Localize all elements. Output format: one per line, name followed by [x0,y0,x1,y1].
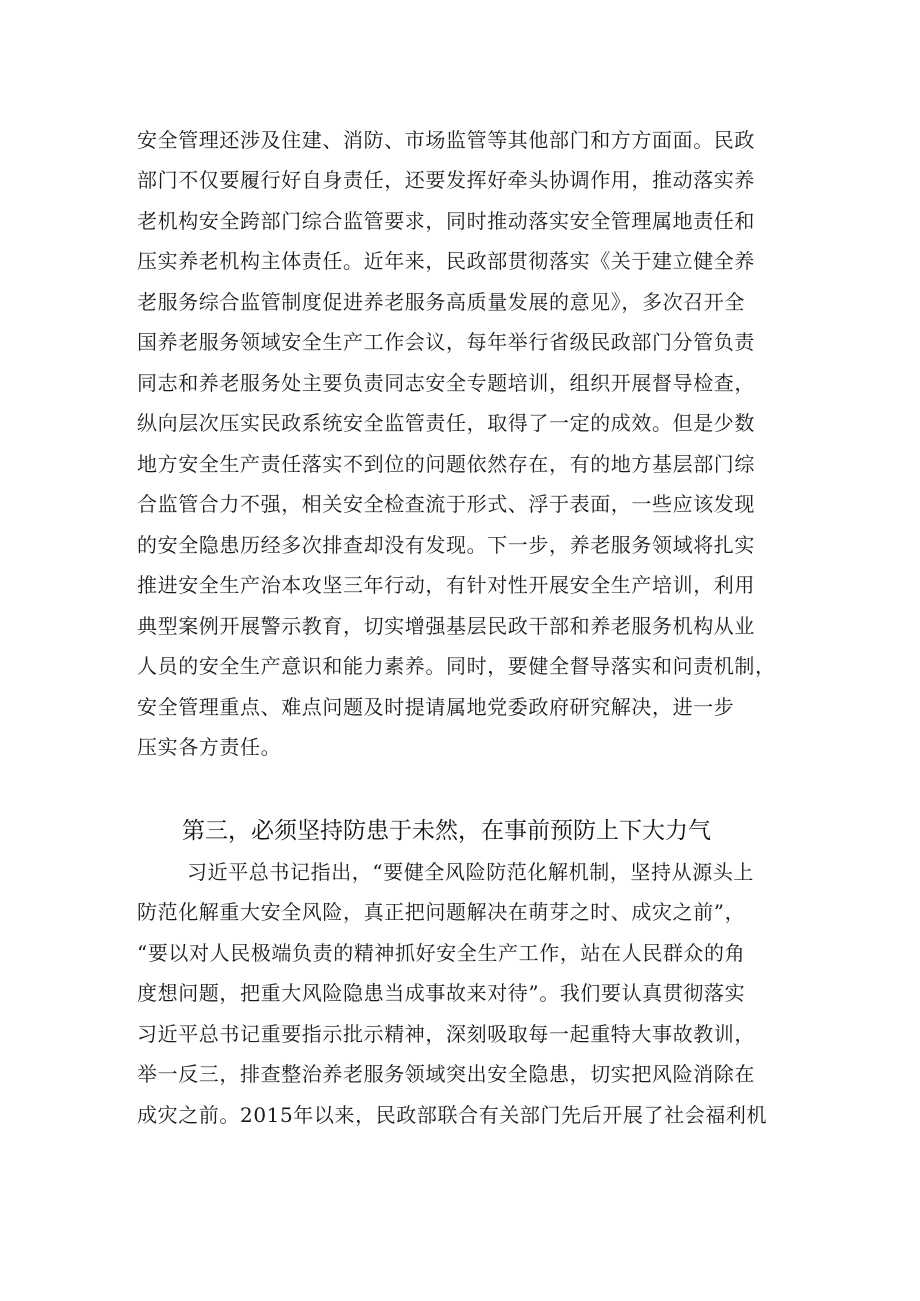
text-line: 同志和养老服务处主要负责同志安全专题培训，组织开展督导检查， [137,371,755,395]
text-line: 纵向层次压实民政系统安全监管责任，取得了一定的成效。但是少数 [137,411,755,435]
text-line: 防范化解重大安全风险，真正把问题解决在萌芽之时、成灾之前”， [137,900,746,924]
text-line: 地方安全生产责任落实不到位的问题依然存在，有的地方基层部门综 [137,452,755,476]
text-line: “要以对人民极端负责的精神抓好安全生产工作，站在人民群众的角 [137,941,746,965]
text-line: 老机构安全跨部门综合监管要求，同时推动落实安全管理属地责任和 [137,209,755,233]
text-line: 度想问题，把重大风险隐患当成事故来对待”。我们要认真贯彻落实 [137,981,746,1005]
text-line: 压实各方责任。 [137,735,282,759]
section-heading: 第三，必须坚持防患于未然，在事前预防上下大力气 [182,818,711,844]
text-line: 国养老服务领域安全生产工作会议，每年举行省级民政部门分管负责 [137,330,755,354]
text-line: 部门不仅要履行好自身责任，还要发挥好牵头协调作用，推动落实养 [137,168,755,192]
text-line: 习近平总书记指出，“要健全风险防范化解机制，坚持从源头上 [187,860,755,884]
text-line: 老服务综合监管制度促进养老服务高质量发展的意见》，多次召开全 [137,290,745,314]
text-line: 成灾之前。2015年以来，民政部联合有关部门先后开展了社会福利机 [137,1103,768,1127]
text-line: 安全管理重点、难点问题及时提请属地党委政府研究解决，进一步 [137,695,735,719]
text-line: 安全管理还涉及住建、消防、市场监管等其他部门和方方面面。民政 [137,128,755,152]
text-line: 的安全隐患历经多次排查却没有发现。下一步，养老服务领域将扎实 [137,533,755,557]
text-line: 合监管合力不强，相关安全检查流于形式、浮于表面，一些应该发现 [137,492,755,516]
text-line: 人员的安全生产意识和能力素养。同时，要健全督导落实和问责机制， [137,654,776,678]
text-line: 压实养老机构主体责任。近年来，民政部贯彻落实《关于建立健全养 [137,249,755,273]
text-line: 推进安全生产治本攻坚三年行动，有针对性开展安全生产培训，利用 [137,573,755,597]
text-line: 典型案例开展警示教育，切实增强基层民政干部和养老服务机构从业 [137,614,755,638]
text-line: 习近平总书记重要指示批示精神，深刻吸取每一起重特大事故教训， [137,1022,755,1046]
text-line: 举一反三，排查整治养老服务领域突出安全隐患，切实把风险消除在 [137,1062,755,1086]
